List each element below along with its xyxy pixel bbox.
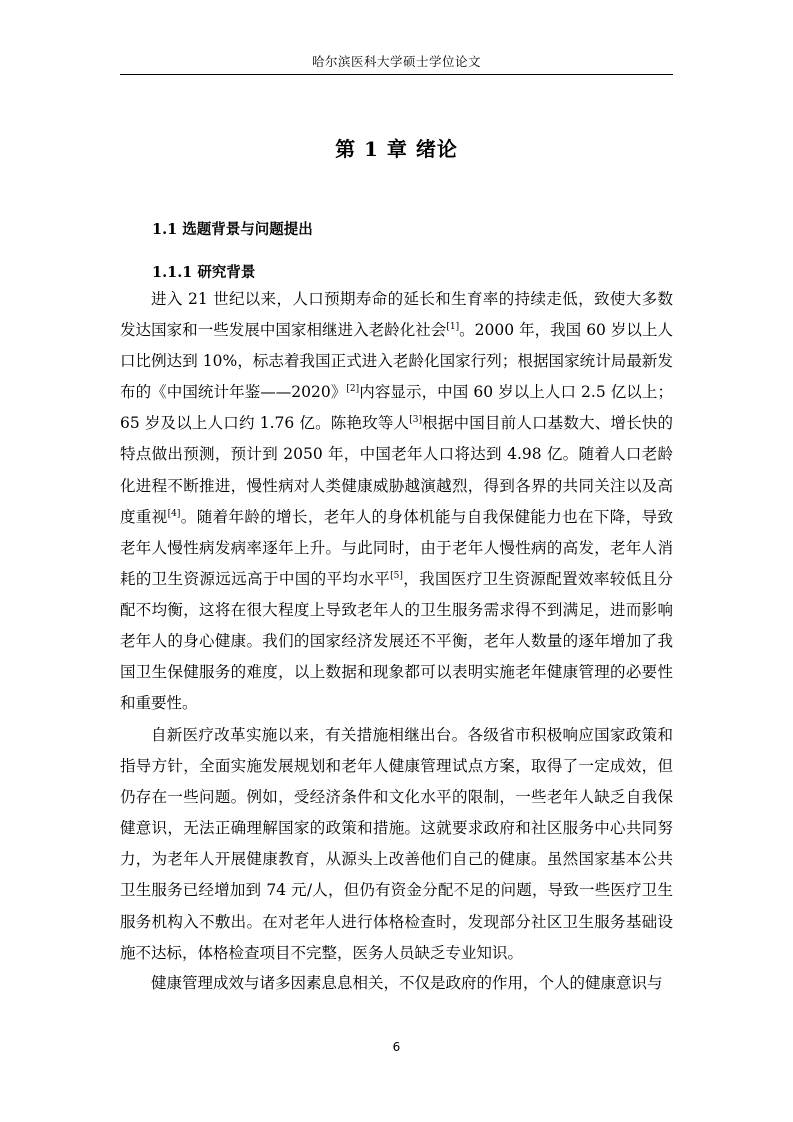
- citation-5[interactable]: [5]: [390, 570, 403, 581]
- citation-4[interactable]: [4]: [167, 508, 181, 519]
- section-heading-1-1: 1.1 选题背景与问题提出: [152, 221, 313, 238]
- paragraph-1-text: 内容显示，中国 60 岁以上人口 2.5 亿以上；65 岁及以上人口约 1.76 亿。陈艳玫等人: [120, 383, 673, 433]
- paragraph-1: [120, 284, 673, 719]
- header-rule: [120, 74, 673, 75]
- paragraph-3: 健康管理成效与诸多因素息息相关，不仅是政府的作用，个人的健康意识与: [151, 974, 663, 992]
- section-heading-1-1-1: 1.1.1 研究背景: [152, 264, 256, 281]
- paragraph-2: 自新医疗改革实施以来，有关措施相继出台。各级省市积极响应国家政策和指导方针，全面实施发展规划和老年人健康管理试点方案，取得了一定成效，但仍存在一些问题。例如，受经济条件和文化水平的限制，一些老年人缺乏自我保健意识，无法正确理解国家的政策和措施。这就要求政府和社区服务中心共同努力，为老年人开展健康教育，从源头上改善他们自己的健康。虽然国家基本公共卫生服务已经增加到 74 元/人，但仍有资金分配不足的问题，导致一些医疗卫生服务机构入不敷出。在对老年人进行体格检查时，发现部分社区卫生服务基础设施不达标，体格检查项目不完整，医务人员缺乏专业知识。: [120, 726, 673, 962]
- paragraph-1-text: 。随着年龄的增长，老年人的身体机能与自我保健能力也在下降，导致老年人慢性病发病率逐年上升。与此同时，由于老年人慢性病的高发，老年人消耗的卫生资源远远高于中国的平均水平: [120, 507, 673, 588]
- citation-3[interactable]: [3]: [409, 415, 422, 426]
- paragraph-1-text: ，我国医疗卫生资源配置效率较低且分配不均衡，这将在很大程度上导致老年人的卫生服务需求得不到满足，进而影响老年人的身心健康。我们的国家经济发展还不平衡，老年人数量的逐年增加了我国卫生保健服务的难度，以上数据和现象都可以表明实施老年健康管理的必要性和重要性。: [120, 569, 673, 713]
- page-number: 6: [392, 1040, 401, 1054]
- paragraph-1-text: 。2000 年，我国 60 岁以上人口比例达到 10%，标志着我国正式进入老龄化国家行列；根据国家统计局最新发布的《中国统计年鉴——2020》: [120, 321, 673, 402]
- paragraph-1-text: 进入 21 世纪以来，人口预期寿命的延长和生育率的持续走低，致使大多数发达国家和一些发展中国家相继进入老龄化社会: [120, 290, 673, 340]
- citation-2[interactable]: [2]: [346, 384, 360, 395]
- paragraph-1-text: 根据中国目前人口基数大、增长快的特点做出预测，预计到 2050 年，中国老年人口将达到 4.98 亿。随着人口老龄化进程不断推进，慢性病对人类健康威胁越演越烈，得到各界的共同关注以及高度重视: [120, 414, 673, 526]
- citation-1[interactable]: [1]: [446, 322, 460, 333]
- running-header: 哈尔滨医科大学硕士学位论文: [311, 54, 481, 69]
- chapter-title: 第 1 章 绪论: [335, 137, 458, 161]
